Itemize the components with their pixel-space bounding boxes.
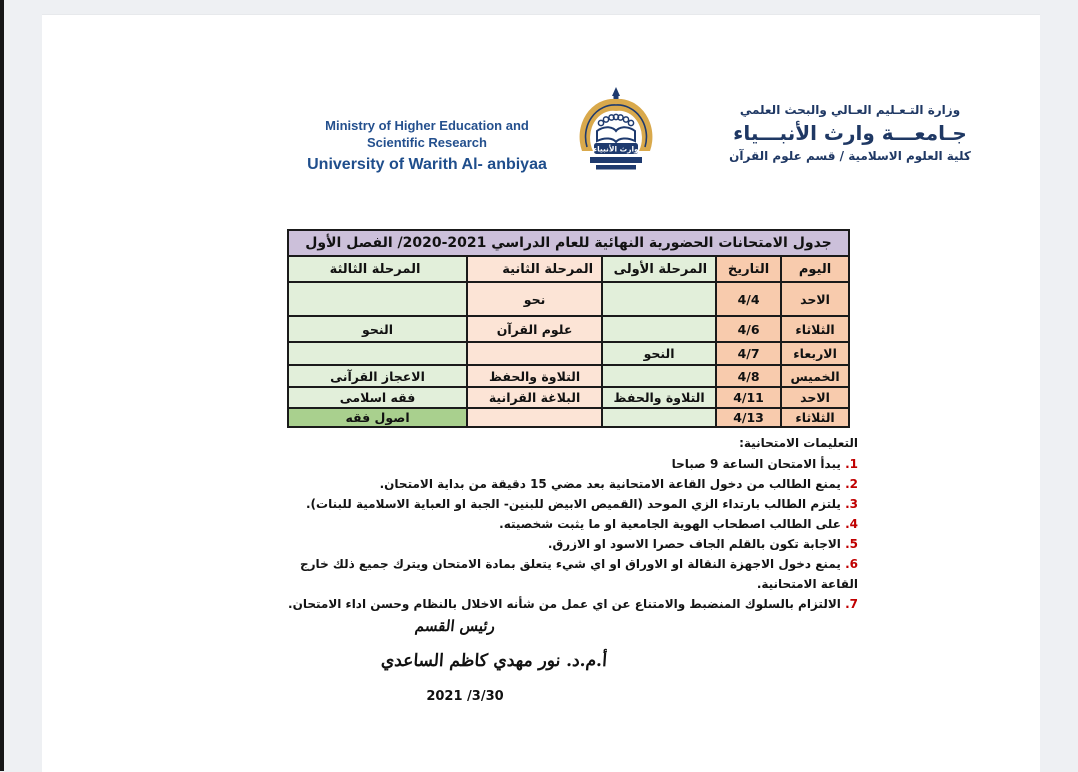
cell-day: الثلاثاء [781, 408, 849, 427]
cell-stage2: علوم القرآن [467, 316, 602, 342]
ministry-ar: وزارة التـعـليم العـالي والبحث العلمي [739, 103, 961, 117]
table-title-row [288, 230, 849, 256]
cell-stage1 [602, 365, 716, 387]
ring-chain [598, 114, 633, 125]
instruction-item [280, 554, 858, 594]
cell-stage2: البلاغة القرانية [467, 387, 602, 408]
cell-date: 4/7 [716, 342, 781, 365]
column-header-stage3: المرحلة الثالثة [288, 256, 467, 282]
header-english [302, 117, 552, 173]
cell-stage2: نحو [467, 282, 602, 316]
window-edge [0, 0, 4, 771]
instruction-item [280, 474, 858, 494]
cell-day: الاحد [781, 282, 849, 316]
university-name-en: University of Warith Al- anbiyaa [307, 156, 547, 173]
open-book-icon [597, 127, 635, 142]
table-header-row [288, 256, 849, 282]
ministry-en-line2: Scientific Research [367, 135, 487, 150]
svg-text:وارث الأنبياء: وارث الأنبياء [593, 144, 639, 154]
cell-stage1: النحو [602, 342, 716, 365]
instructions-heading: التعليمات الامتحانية: [739, 436, 858, 450]
cell-day: الاحد [781, 387, 849, 408]
instruction-item [280, 534, 858, 554]
signature-name: أ.م.د. نور مهدي كاظم الساعدي [380, 651, 608, 671]
cell-stage1 [602, 316, 716, 342]
cell-stage3: الاعجاز القرآنى [288, 365, 467, 387]
university-logo-seal [575, 87, 657, 179]
table-row [288, 342, 849, 365]
instruction-text: على الطالب اصطحاب الهوية الجامعية او ما يثبت شخصيته. [499, 517, 841, 531]
instruction-text: يلتزم الطالب بارتداء الزي الموحد (القميص الابيض للبنين- الجبة او العباية الاسلامية للبنات). [305, 497, 841, 511]
cell-date: 4/6 [716, 316, 781, 342]
document-page [42, 14, 1040, 772]
table-row [288, 282, 849, 316]
cell-day: الخميس [781, 365, 849, 387]
cell-stage2: التلاوة والحفظ [467, 365, 602, 387]
column-header-stage1: المرحلة الأولى [602, 256, 716, 282]
cell-stage3: النحو [288, 316, 467, 342]
instruction-item [280, 494, 858, 514]
cell-stage3-highlighted: اصول فقه [288, 408, 467, 427]
instruction-number: 7. [845, 597, 858, 611]
instruction-number: 5. [845, 537, 858, 551]
signature-title: رئيس القسم [414, 617, 496, 635]
instruction-item [280, 514, 858, 534]
instruction-number: 2. [845, 477, 858, 491]
column-header-stage2: المرحلة الثانية [467, 256, 602, 282]
instruction-text: يمنع دخول الاجهزة النقالة او الاوراق او اي شيء يتعلق بمادة الامتحان ويترك جميع ذلك خارج القاعة الامتحانية. [300, 557, 858, 591]
cell-stage2 [467, 342, 602, 365]
cell-date: 4/13 [716, 408, 781, 427]
instruction-text: الالتزام بالسلوك المنضبط والامتناع عن اي عمل من شأنه الاخلال بالنظام وحسن اداء الامتحان. [288, 597, 841, 611]
signature-date: 2021 /3/30 [426, 689, 504, 704]
cell-date: 4/11 [716, 387, 781, 408]
column-header-date: التاريخ [716, 256, 781, 282]
exam-schedule-table [287, 229, 850, 428]
table-row [288, 316, 849, 342]
column-header-day: اليوم [781, 256, 849, 282]
cell-day: الاربعاء [781, 342, 849, 365]
table-row [288, 365, 849, 387]
cell-stage3 [288, 342, 467, 365]
instruction-text: الاجابة تكون بالقلم الجاف حصرا الاسود او الازرق. [547, 537, 841, 551]
ministry-en-line1: Ministry of Higher Education and [325, 118, 529, 133]
cell-stage3 [288, 282, 467, 316]
cell-stage1 [602, 408, 716, 427]
instruction-number: 4. [845, 517, 858, 531]
exam-instructions [280, 433, 858, 614]
cell-stage1 [602, 282, 716, 316]
table-row [288, 408, 849, 427]
cell-stage2 [467, 408, 602, 427]
instruction-text: يبدأ الامتحان الساعة 9 صباحا [671, 457, 841, 471]
instruction-item [280, 454, 858, 474]
table-row [288, 387, 849, 408]
instruction-number: 3. [845, 497, 858, 511]
instruction-number: 6. [845, 557, 858, 571]
cell-stage3: فقه اسلامى [288, 387, 467, 408]
cell-stage1: التلاوة والحفظ [602, 387, 716, 408]
cell-date: 4/8 [716, 365, 781, 387]
cell-day: الثلاثاء [781, 316, 849, 342]
university-name-ar: جـامعـــة وارث الأنبـــياء [733, 121, 967, 145]
header-arabic [685, 101, 1015, 165]
instruction-number: 1. [845, 457, 858, 471]
instruction-text: يمنع الطالب من دخول القاعة الامتحانية بعد مضي 15 دقيقة من بداية الامتحان. [379, 477, 841, 491]
table-title: جدول الامتحانات الحضورية النهائية للعام الدراسي 2021-2020/ الفصل الأول [288, 230, 849, 256]
cell-date: 4/4 [716, 282, 781, 316]
college-department-ar: كلية العلوم الاسلامية / قسم علوم القرآن [729, 149, 971, 163]
instruction-item [280, 594, 858, 614]
seal-base [590, 157, 642, 163]
